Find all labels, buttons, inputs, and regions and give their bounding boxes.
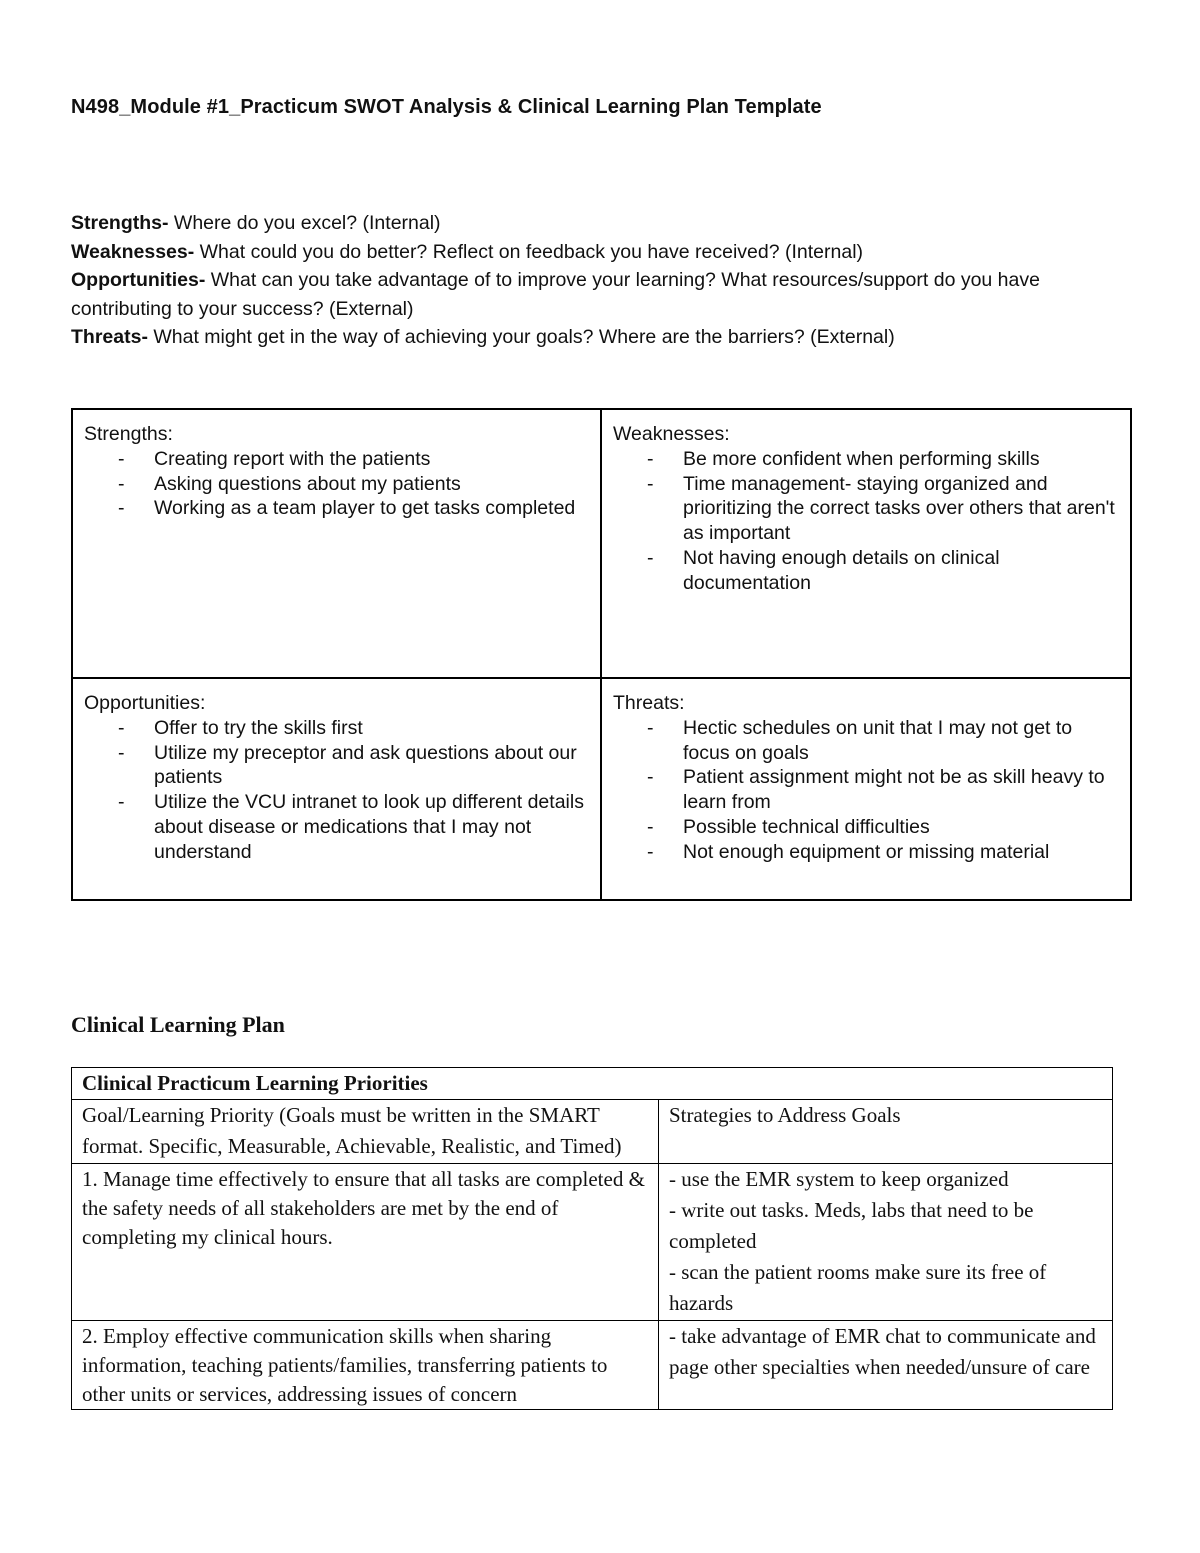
threats-cell (602, 679, 1130, 899)
opportunities-cell (73, 679, 602, 899)
strategies-cell (659, 1320, 1113, 1409)
table-title: Clinical Practicum Learning Priorities (72, 1068, 1113, 1100)
list-item: - Not having enough details on clinical documentation (613, 546, 1118, 596)
table-title-row (72, 1068, 1113, 1100)
goal-text: 2. Employ effective communication skills when sharing information, teaching patients/families, transferring patients to other units or services, addressing issues of concern (82, 1323, 608, 1406)
list-item: - Asking questions about my patients (84, 472, 588, 497)
definition-text: What might get in the way of achieving your goals? Where are the barriers? (External) (147, 326, 895, 348)
document-title: N498_Module #1_Practicum SWOT Analysis & Clinical Learning Plan Template (71, 96, 822, 118)
definition-weaknesses (71, 238, 1131, 267)
table-row (72, 1320, 1113, 1409)
goal-column-header: Goal/Learning Priority (Goals must be written in the SMART format. Specific, Measurable, Achievable, Realistic, and Timed) (72, 1100, 659, 1163)
list-item: - Be more confident when performing skills (613, 447, 1118, 472)
threats-list (613, 716, 1118, 865)
strategy-line: - take advantage of EMR chat to communicate and page other specialties when needed/unsure of care (669, 1323, 1096, 1379)
goal-cell (72, 1163, 659, 1320)
weaknesses-cell (602, 410, 1130, 679)
goal-text: 1. Manage time effectively to ensure that all tasks are completed & the safety needs of all stakeholders are met by the end of completing my clinical hours. (82, 1166, 645, 1249)
strengths-label: Strengths: (84, 423, 173, 445)
list-item: - Hectic schedules on unit that I may not get to focus on goals (613, 716, 1118, 766)
list-item: - Creating report with the patients (84, 447, 588, 472)
learning-priorities-table (71, 1067, 1113, 1410)
opportunities-list (84, 716, 588, 865)
table-row (72, 1163, 1113, 1320)
definition-opportunities (71, 266, 1131, 323)
definition-text: What can you take advantage of to improve your learning? What resources/support do you have contributing to your success? (External) (71, 269, 1040, 320)
strategy-line: - use the EMR system to keep organized (669, 1166, 1009, 1191)
definition-threats (71, 323, 1131, 352)
table-header-row (72, 1100, 1113, 1163)
swot-table (71, 408, 1132, 901)
clinical-learning-plan-heading: Clinical Learning Plan (71, 1012, 285, 1037)
goal-cell (72, 1320, 659, 1409)
threats-label: Threats: (613, 692, 685, 714)
list-item: - Utilize my preceptor and ask questions about our patients (84, 741, 588, 791)
weaknesses-label: Weaknesses: (613, 423, 730, 445)
list-item: - Possible technical difficulties (613, 815, 1118, 840)
list-item: - Utilize the VCU intranet to look up different details about disease or medications that I may not understand (84, 790, 588, 864)
opportunities-label: Opportunities: (84, 692, 206, 714)
strategies-column-header: Strategies to Address Goals (659, 1100, 1113, 1163)
list-item: - Patient assignment might not be as skill heavy to learn from (613, 765, 1118, 815)
list-item: - Not enough equipment or missing material (613, 840, 1118, 865)
weaknesses-list (613, 447, 1118, 596)
definition-term: Weaknesses- (71, 240, 195, 263)
definition-text: Where do you excel? (Internal) (168, 212, 441, 234)
strategy-line: - write out tasks. Meds, labs that need to be completed (669, 1197, 1034, 1254)
strengths-cell (73, 410, 602, 679)
list-item: - Offer to try the skills first (84, 716, 588, 741)
list-item: - Time management- staying organized and prioritizing the correct tasks over others that aren't as important (613, 472, 1118, 546)
strategies-cell (659, 1163, 1113, 1320)
definition-term: Strengths- (71, 212, 169, 234)
list-item: - Working as a team player to get tasks completed (84, 496, 588, 521)
definition-term: Opportunities- (71, 269, 206, 291)
definition-text: What could you do better? Reflect on feedback you have received? (Internal) (194, 240, 864, 263)
strategy-line: - scan the patient rooms make sure its free of hazards (669, 1260, 1047, 1316)
strengths-list (84, 447, 588, 521)
definition-term: Threats- (71, 326, 148, 348)
swot-definitions (71, 209, 1131, 352)
definition-strengths (71, 209, 1131, 238)
